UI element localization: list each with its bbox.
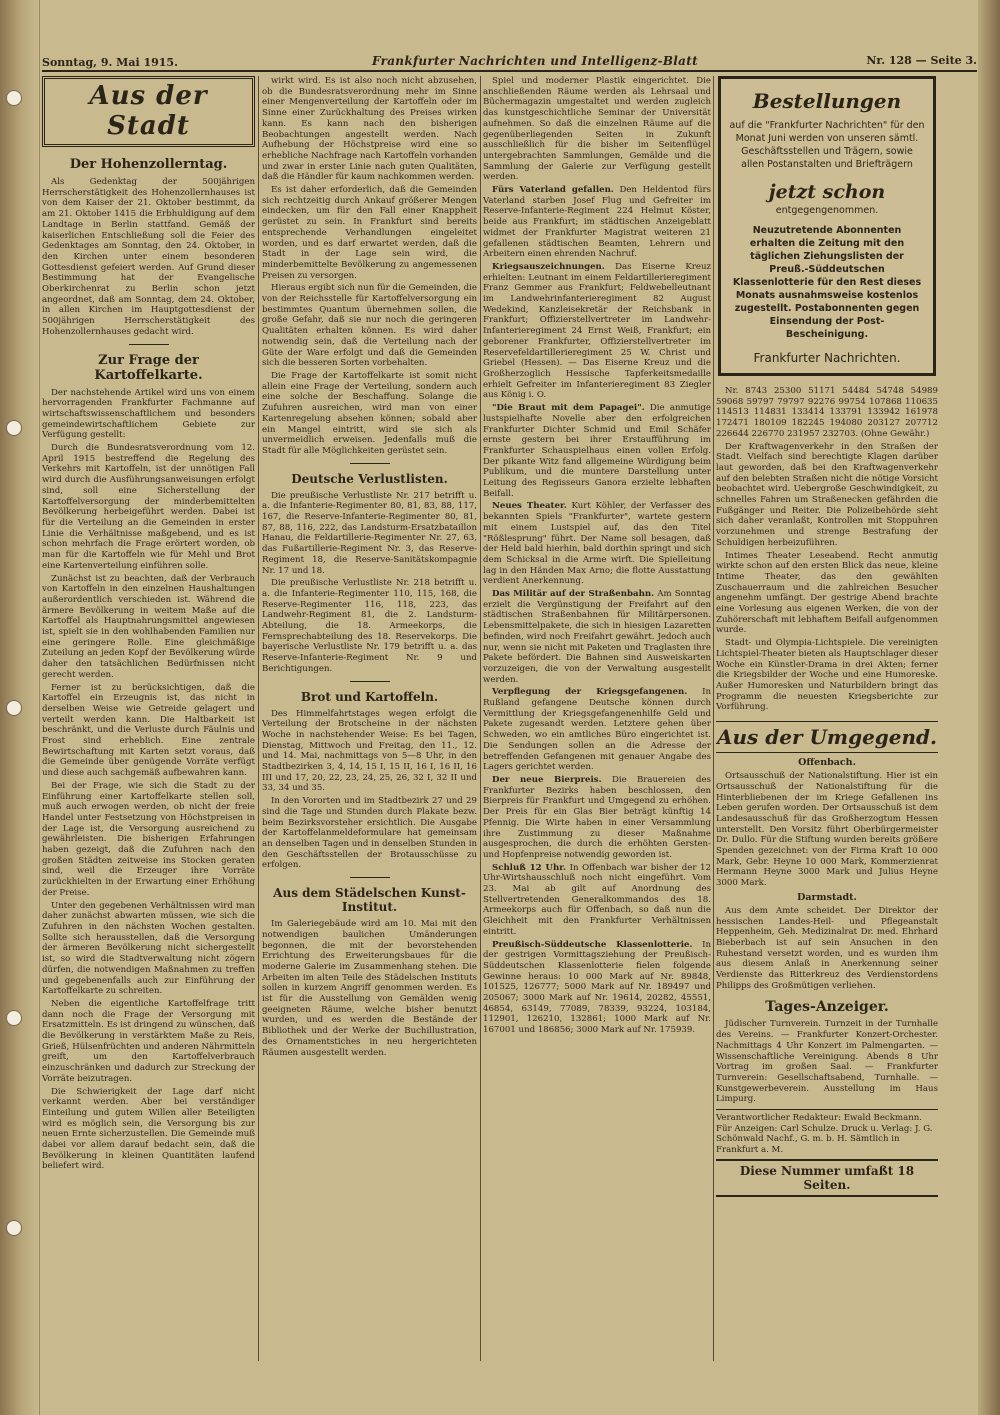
item-body: In Offenbach war bisher der 12 Uhr-Wirtshausschluß noch nicht eingeführt. Vom 23. Mai ab gilt auf Anordnung des Stellvertretenden Generalkommandos des 18. Armeekorps auch für Offenbach, so daß nun die Gleichheit mit den Frankfurter Verhältnissen eintritt.	[483, 862, 711, 937]
item-title: Das Militär auf der Straßenbahn.	[492, 589, 655, 600]
news-item	[483, 403, 711, 499]
item-body: Die anmutige lustspielhafte Novelle aber den erfolgreichen Frankfurter Dichter Schmid und Emil Schäfer ernste gestern bei ihrer Erstaufführung im Frankfurter Schauspielhaus einen vollen Erfolg. Der pikante Witz fand allgemeine Würdigung beim Publikum, und die muntere Darstellung unter Leitung des Regisseurs Ganora erzielte lebhaften Beifall.	[483, 403, 711, 499]
article-paragraph: Die preußische Verlustliste Nr. 218 betrifft u. a. die Infanterie-Regimenter 110, 115, 168, die Reserve-Regimenter 116, 118, 223, das Landwehr-Regiment 81, die 2. Landsturm-Abteilung, die 18. Armeekorps, die Fernsprechabteilung des 18. Reservekorps. Die bayerische Verlustliste Nr. 179 betrifft u. a. das Reserve-Infanterie-Regiment Nr. 9 und Berichtigungen.	[262, 578, 477, 674]
news-item	[483, 185, 711, 260]
ad-publisher: Frankfurter Nachrichten.	[753, 351, 901, 365]
news-item	[483, 687, 711, 773]
column-2	[262, 76, 477, 1361]
item-title: Der neue Bierpreis.	[492, 775, 602, 785]
news-item	[483, 501, 711, 587]
binding-hole	[6, 90, 22, 106]
article-body: Als Gedenktag der 500jährigen Herrscherstätigkeit des Hohenzollernhauses ist von dem Kaiser der 21. Oktober bestimmt, da am 21. Oktober 1415 die Erbhuldigung auf dem Landtage in Berlin stattfand. Gemäß der kaiserlichen Entschließung soll die Feier des Gedenktages am Sonntag, den 24. Oktober, in den Kirchen unter einem besonderen Gottesdienst gefeiert werden. Auf Grund dieser Bestimmung hat der Evangelische Oberkirchenrat zu Berlin schon jetzt angeordnet, daß am Sonntag, dem 24. Oktober, in allen Kirchen im Hauptgottesdienst der 500jährigen Herrscherstätigkeit des Hohenzollernhauses gedacht wird.	[42, 177, 255, 337]
news-item	[483, 863, 711, 938]
news-item	[483, 262, 711, 401]
article-paragraph: Die preußische Verlustliste Nr. 217 betrifft u. a. die Infanterie-Regimenter 80, 81, 83, 88, 117, 167, die Reserve-Infanterie-Regimenter 80, 81, 87, 88, 116, 222, das Landsturm-Ersatzbataillon Hanau, die Feldartillerie-Regimenter Nr. 27, 63, das Fußartillerie-Regiment Nr. 3, das Reserve-Regiment 18, die Reserve-Sanitätskompagnie Nr. 17 und 18.	[262, 490, 477, 576]
article-paragraph: Ferner ist zu berücksichtigen, daß die Kartoffel ein Erzeugnis ist, das nicht in derselben Weise wie Getreide gelagert und verteilt werden kann. Die Haltbarkeit ist beschränkt, und die Verluste durch Fäulnis und Frost sind erheblich. Eine zentrale Bewirtschaftung mit Karten setzt voraus, daß die Gemeinde über genügende Vorräte verfügt und diese auch sachgemäß aufbewahren kann.	[42, 682, 255, 779]
place-heading: Offenbach.	[798, 757, 856, 769]
column-rule	[480, 76, 481, 1361]
item-body: Den Heldentod fürs Vaterland starben Josef Flug und Gefreiter im Reserve-Infanterie-Regiment 224 Helmut Köster, beide aus Frankfurt; im städtischen Anzeigeblatt widmet der Frankfurter Magistrat weiteren 21 gefallenen städtischen Beamten, Lehrern und Arbeitern einen ehrenden Nachruf.	[483, 185, 711, 260]
ad-text: Neuzutretende Abonnenten erhalten die Zeitung mit den täglichen Ziehungslisten der Preuß.-Süddeutschen Klassenlotterie für den Rest dieses Monats ausnahmsweise kostenlos zugestellt. Postabonnenten gegen Einsendung der Post-Bescheinigung.	[732, 225, 922, 340]
article-paragraph: Die Frage der Kartoffelkarte ist somit nicht allein eine Frage der Verteilung, sondern auch eine solche der Beschaffung. Solange die Zufuhren ausreichen, wird man von einer Kartenregelung absehen können; sobald aber ein Mangel eintritt, wird sie sich als unvermeidlich erweisen. Jedenfalls muß die Stadt für alle Möglichkeiten gerüstet sein.	[262, 370, 477, 456]
binding-hole	[6, 1010, 22, 1026]
divider	[350, 681, 390, 682]
item-body: Das Eiserne Kreuz erhielten: Leutnant im einem Feldartillerieregiment Franz Gemmer aus Frankfurt; Feldwebelleutnant im Landwehrinfanterieregiment 82 August Wedekind, Kanzleisekretär der Reichsbank in Frankfurt; Offizierstellvertreter im Landwehr-Infanterieregiment 24 Ernst Weiß, Frankfurt; ein geborener Frankfurter, Offizierstellvertreter im Reservefeldartillerieregiment 25 W. Christ und Griebel (Hessen). — Das Eiserne Kreuz und die Großherzoglich Hessische Tapferkeitsmedaille erhielt Gefreiter im Infanterieregiment 83 Ziegler aus König i. O.	[483, 261, 711, 401]
binding-edge	[0, 0, 40, 1415]
article-paragraph: Der Kraftwagenverkehr in den Straßen der Stadt. Vielfach sind berechtigte Klagen darüber laut geworden, daß bei den Kraftwagenverkehr auf den belebten Straßen nicht die nötige Vorsicht beobachtet wird. Uebergroße Geschwindigkeit, zu schnelles Fahren um Straßenecken gefährden die Fußgänger und Reiter. Die Polizeibehörde sieht sich daher veranlaßt, Kontrollen mit Stoppuhren vorzunehmen und strenge Bestrafung der Schuldigen herbeizuführen.	[716, 441, 938, 548]
item-body: Am Sonntag erzielt die Vergünstigung der Freifahrt auf den städtischen Straßenbahnen für Militärpersonen. Lebensmittelpakete, die sich in hiesigen Lazaretten befinden, wird noch Freifahrt gewährt. Jedoch auch nur, wenn sie nicht mit Paketen und Traglasten ihre Pakete befördert. Die Bahnen sind Ausweiskarten vorzuzeigen, die von der Verwaltung ausgestellt werden.	[483, 589, 711, 685]
lottery-numbers: Nr. 8743 25300 51171 54484 54748 54989 59068 59797 79797 92276 99754 107868 110635 114513 114831 133414 133791 133942 161978 172471 180109 182245 194080 203127 207712 226644 226770 231957 232703. (Ohne Gewähr.)	[716, 386, 938, 439]
item-body: In Rußland gefangene Deutsche können durch Vermittlung der Kriegsgefangenenhilfe Geld und Pakete zugesandt werden. Letztere gehen über Schweden, wo ein amtliches Büro eingerichtet ist. Die Sendungen sollen an die Adresse der betreffenden Gefangenen mit genauer Angabe des Lagers gerichtet werden.	[483, 687, 711, 773]
page-count-note: Diese Nummer umfaßt 18 Seiten.	[716, 1159, 938, 1197]
imprint: Verantwortlicher Redakteur: Ewald Beckmann. Für Anzeigen: Carl Schulze. Druck u. Verlag: J. G. Schönwald Nachf., G. m. b. H. Sämtlich in Frankfurt a. M.	[716, 1109, 938, 1155]
article-paragraph: Spiel und moderner Plastik eingerichtet. Die anschließenden Räume werden als Lehrsaal und Büchermagazin umgestaltet und werden zugleich das kunstgeschichtliche Seminar der Universität aufnehmen. So daß die einzelnen Räume auf die gegenüberliegenden Seiten in Zukunft ausschließlich für die bisher im Seitenflügel untergebrachten Sammlungen, Gemälde und die Sammlung der Galerie zur Verfügung gestellt werden.	[483, 76, 711, 183]
item-title: Neues Theater.	[492, 501, 567, 512]
article-paragraph: Unter den gegebenen Verhältnissen wird man daher zunächst abwarten müssen, wie sich die Zufuhren in den nächsten Wochen gestalten. Sollte sich herausstellen, daß die Versorgung der ärmeren Bevölkerung nicht sichergestellt ist, so wird die Stadtverwaltung nicht zögern dürfen, die notwendigen Maßnahmen zu treffen und gegebenenfalls auch zur Einführung der Kartoffelkarte zu schreiten.	[42, 900, 255, 997]
binding-hole	[6, 1220, 22, 1236]
item-title: Schluß 12 Uhr.	[492, 862, 566, 873]
article-paragraph: Hieraus ergibt sich nun für die Gemeinden, die von der Reichsstelle für Kartoffelversorgung ein bestimmtes Quantum übernehmen sollen, die große Gefahr, daß sie nur noch die geringeren Qualitäten erhalten können. Es wird daher notwendig sein, daß die Verteilung nach der Güte der Ware erfolgt und daß die Gemeinden sich die besseren Sorten vorbehalten.	[262, 283, 477, 369]
divider	[350, 877, 390, 878]
place-heading: Darmstadt.	[797, 891, 857, 903]
ad-title: Bestellungen	[752, 89, 902, 113]
article-paragraph: In den Vororten und im Stadtbezirk 27 und 29 sind die Tage und Stunden durch Plakate bezw. beim Bezirksvorsteher ersichtlich. Die Ausgabe der Kartoffelanmeldeformulare hat gemeinsam an denselben Tagen und in denselben Stunden in den Geschäftsstellen der Brotausschüsse zu erfolgen.	[262, 796, 477, 871]
item-title: Verpflegung der Kriegsgefangenen.	[492, 687, 688, 698]
article-title: Deutsche Verlustlisten.	[291, 471, 448, 486]
news-item	[483, 775, 711, 861]
item-title: Preußisch-Süddeutsche Klassenlotterie.	[492, 939, 693, 950]
item-title: Fürs Vaterland gefallen.	[492, 185, 614, 196]
article-paragraph: Ortsausschuß der Nationalstiftung. Hier ist ein Ortsausschuß der Nationalstiftung für die Hinterbliebenen der im Kriege Gefallenen ins Leben gerufen worden. Der Ortsausschuß ist dem Landesausschuß für das Großherzogtum Hessen unterstellt. Den Vorsitz führt Oberbürgermeister Dr. Dullo. Für die Stiftung wurden bereits größere Spenden gezeichnet: von der Firma Kraft 10 000 Mark, Gebr. Heyne 10 000 Mark, Kommerzienrat Hermann Heyne 3000 Mark und Julius Heyne 3000 Mark.	[716, 771, 938, 889]
ad-text: entgegengenommen.	[775, 205, 879, 216]
column-rule	[713, 76, 714, 1361]
article-paragraph: Stadt- und Olympia-Lichtspiele. Die vereinigten Lichtspiel-Theater bieten als Hauptschlager dieser Woche ein Künstler-Drama in drei Akten; ferner die Kriegsbilder der Woche und eine Humoreske. Außer Humoresken und Naturbildern bringt das Programm die neuesten Kriegsberichte zur Vorführung.	[716, 638, 938, 713]
column-1	[42, 76, 255, 1361]
article-title: Aus dem Städelschen Kunst-Institut.	[273, 886, 466, 915]
section-title: Aus der Stadt	[42, 76, 255, 147]
article-paragraph: Es ist daher erforderlich, daß die Gemeinden sich rechtzeitig durch Ankauf größerer Mengen eindecken, um für den Fall einer Knappheit gerüstet zu sein. In Frankfurt sind bereits entsprechende Verhandlungen eingeleitet worden, und es darf erwartet werden, daß die Stadt in der Lage sein wird, die minderbemittelte Bevölkerung zu angemessenen Preisen zu versorgen.	[262, 185, 477, 281]
binding-hole	[6, 420, 22, 436]
article-paragraph: Neben die eigentliche Kartoffelfrage tritt dann noch die Frage der Versorgung mit Ersatzmitteln. Es ist dringend zu wünschen, daß die Bevölkerung in verstärktem Maße zu Reis, Grieß, Hülsenfrüchten und anderen Nährmitteln greift, um den Kartoffelverbrauch einzuschränken und dadurch zur Streckung der Vorräte beizutragen.	[42, 998, 255, 1084]
item-title: Kriegsauszeichnungen.	[492, 261, 605, 272]
binding-hole	[6, 700, 22, 716]
article-paragraph: wirkt wird. Es ist also noch nicht abzusehen, ob die Bundesratsverordnung mehr im Sinne einer Mengenverteilung der Kartoffeln oder im Sinne einer Zurückhaltung des Preises wirken kann. Es kann nach den bisherigen Beobachtungen angestellt werden. Nach Aufhebung der Höchstpreise wird eine so erhebliche Nachfrage nach Kartoffeln vorhanden und zwar in erster Linie nach guten Qualitäten, daß die Händler für kaum nachkommen werden.	[262, 76, 477, 183]
article-paragraph: Durch die Bundesratsverordnung vom 12. April 1915 bestreffend die Regelung des Verkehrs mit Kartoffeln, ist der unnötigen Fall wird durch die Ausführungsanweisungen erfolgt sind, soll eine Sicherstellung der Kartoffelversorgung der minderbemittelten Bevölkerung herbeigeführt werden. Dabei ist für die Verteilung an die Gemeinden in erster Linie die Verhältnisse maßgebend, und es ist schon mehrfach die Frage erörtert worden, ob man für die Kartoffeln wie für Mehl und Brot eine Kartenverteilung einführen solle.	[42, 443, 255, 571]
item-title: "Die Braut mit dem Papagei".	[492, 403, 645, 414]
article-paragraph: Zunächst ist zu beachten, daß der Verbrauch von Kartoffeln in den einzelnen Haushaltungen außerordentlich verschieden ist. Während die ärmere Bevölkerung in weitem Maße auf die Kartoffel als Hauptnahrungsmittel angewiesen ist, spielt sie in den wohlhabenden Familien nur eine geringere Rolle. Eine gleichmäßige Zuteilung an jeden Kopf der Bevölkerung würde daher den tatsächlichen Bedürfnissen nicht gerecht werden.	[42, 573, 255, 680]
item-body: In der gestrigen Vormittagsziehung der Preußisch-Süddeutschen Klassenlotterie fielen folgende Gewinne heraus: 10 000 Mark auf Nr. 89848, 101525, 126777; 5000 Mark auf Nr. 189497 und 205067; 3000 Mark auf Nr. 19614, 20282, 45551, 46854, 63149, 77089, 78339, 93224, 103184, 112901, 126210, 132861; 1000 Mark auf Nr. 167001 und 186856; 3000 Mark auf Nr. 175939.	[483, 939, 711, 1036]
paper-name: Frankfurter Nachrichten und Intelligenz-Blatt	[372, 54, 698, 68]
article-title: Brot und Kartoffeln.	[300, 689, 439, 704]
article-paragraph: Jüdischer Turnverein. Turnzeit in der Turnhalle des Vereins. — Frankfurter Konzert-Orchester. Nachmittags 4 Uhr Konzert im Palmengarten. — Wissenschaftliche Vereinigung. Abends 8 Uhr Vortrag im großen Saal. — Frankfurter Turnverein: Gesellschaftsabend, Turnhalle. — Kunstgewerbeverein. Ausstellung im Haus Limpurg.	[716, 1019, 938, 1105]
issue-date: Sonntag, 9. Mai 1915.	[42, 56, 178, 69]
news-item	[483, 589, 711, 685]
article-paragraph: Des Himmelfahrtstages wegen erfolgt die Verteilung der Brotscheine in der nächsten Woche in nachstehender Weise: Es bei Tagen, Dienstag, Mittwoch und Freitag, den 11., 12. und 14. Mai, nachmittags von 5—8 Uhr, in den Stadtbezirken 3, 4, 14, 15 I, 15 II, 16 I, 16 II, 16 III und 17, 20, 22, 23, 24, 25, 26, 32 I, 32 II und 33, 34 und 35.	[262, 708, 477, 794]
item-body: Die Brauereien des Frankfurter Bezirks haben beschlossen, den Bierpreis für Frankfurt und Umgegend zu erhöhen. Der Preis für ein Glas Bier beträgt künftig 14 Pfennig. Die Wirte haben in einer Versammlung ihre Zustimmung zu dieser Maßnahme ausgesprochen, die durch die erhöhten Gersten- und Hopfenpreise notwendig geworden ist.	[483, 775, 711, 860]
ad-text: auf die "Frankfurter Nachrichten" für den Monat Juni werden von unseren sämtl. Geschäftsstellen und Trägern, sowie allen Postanstalten und Briefträgern	[729, 120, 925, 170]
column-rule	[258, 76, 259, 1361]
article-paragraph: Aus dem Amte scheidet. Der Direktor der hessischen Landes-Heil- und Pflegeanstalt Heppenheim, Geh. Medizinalrat Dr. med. Ehrhard Bieberbach ist auf sein Ansuchen in den Ruhestand versetzt worden, und es wurden ihm aus diesem Anlaß in Anerkennung seiner Verdienste das Ritterkreuz des Verdienstordens Philipps des Großmütigen verliehen.	[716, 905, 938, 991]
page-number: Nr. 128 — Seite 3.	[866, 54, 977, 67]
divider	[129, 344, 169, 345]
article-paragraph: Die Schwierigkeit der Lage darf nicht verkannt werden. Aber bei verständiger Einteilung und gutem Willen aller Beteiligten wird es möglich sein, die Versorgung bis zur neuen Ernte sicherzustellen. Die Gemeinde muß dabei vor allem darauf bedacht sein, daß die Bevölkerung in kleinen Quantitäten laufend beliefert wird.	[42, 1086, 255, 1172]
article-paragraph: Im Galeriegebäude wird am 10. Mai mit den notwendigen baulichen Umänderungen begonnen, die mit der bevorstehenden Errichtung des Erweiterungsbaues für die moderne Galerie im Zusammenhang stehen. Die Arbeiten im alten Teile des Städelschen Instituts sollen in kurzem Angriff genommen werden. Es ist für die Ausstellung von Gemälden wenig geeigneten Räume, welche bisher benutzt wurden, und es werden die Bestände der Bibliothek und der Werke der Buchillustration, des Ornamentstiches in neu hergerichteten Räumen ausgestellt werden.	[262, 919, 477, 1058]
article-title: Zur Frage der Kartoffelkarte.	[94, 352, 203, 383]
masthead	[42, 52, 977, 72]
article-paragraph: Intimes Theater Leseabend. Recht anmutig wirkte schon auf den ersten Blick das neue, kleine Intime Theater, das den gewählten Zuschauerraum und die zahlreichen Besucher angenehm umfängt. Der gestrige Abend brachte eine Vorlesung aus eigenen Werken, die von der Zuhörerschaft mit lebhaftem Beifall aufgenommen wurde.	[716, 550, 938, 636]
article-title: Der Hohenzollerntag.	[69, 157, 228, 172]
column-3	[483, 76, 711, 1361]
column-4	[716, 76, 938, 1361]
article-paragraph: Der nachstehende Artikel wird uns von einem hervorragenden Frankfurter Fachmanne auf wirtschaftswissenschaftlichem und besonders gemeindewirtschaftlichem Gebiete zur Verfügung gestellt:	[42, 387, 255, 441]
news-item	[483, 940, 711, 1036]
subscription-ad	[718, 76, 936, 376]
article-paragraph: Bei der Frage, wie sich die Stadt zu der Einführung einer Kartoffelkarte stellen soll, muß auch erwogen werden, ob nicht der freie Handel unter Festsetzung von Höchstpreisen in der Lage ist, die Versorgung ausreichend zu gewährleisten. Die bisherigen Erfahrungen haben gezeigt, daß die Zufuhren nach den großen Städten zeitweise ins Stocken geraten sind, weil die Erzeuger ihre Vorräte zurückhielten in der Erwartung einer Erhöhung der Preise.	[42, 780, 255, 898]
section-title: Aus der Umgegend.	[716, 721, 938, 753]
ad-title: jetzt schon	[768, 181, 886, 203]
divider	[350, 463, 390, 464]
item-body: Kurt Köhler, der Verfasser des bekannten Spiels "Frankfurter", wartete gestern mit einem Lustspiel auf, das den Titel "Rößlesprung" führt. Der Name soll besagen, daß der Held bald hierhin, bald dorthin springt und sich dem Schicksal in die Arme wirft. Die Spielleitung lag in den Händen Max Arno; die flotte Ausstattung verdient Anerkennung.	[483, 501, 711, 587]
page-edge	[978, 0, 1000, 1415]
section-title: Tages-Anzeiger.	[765, 999, 889, 1016]
